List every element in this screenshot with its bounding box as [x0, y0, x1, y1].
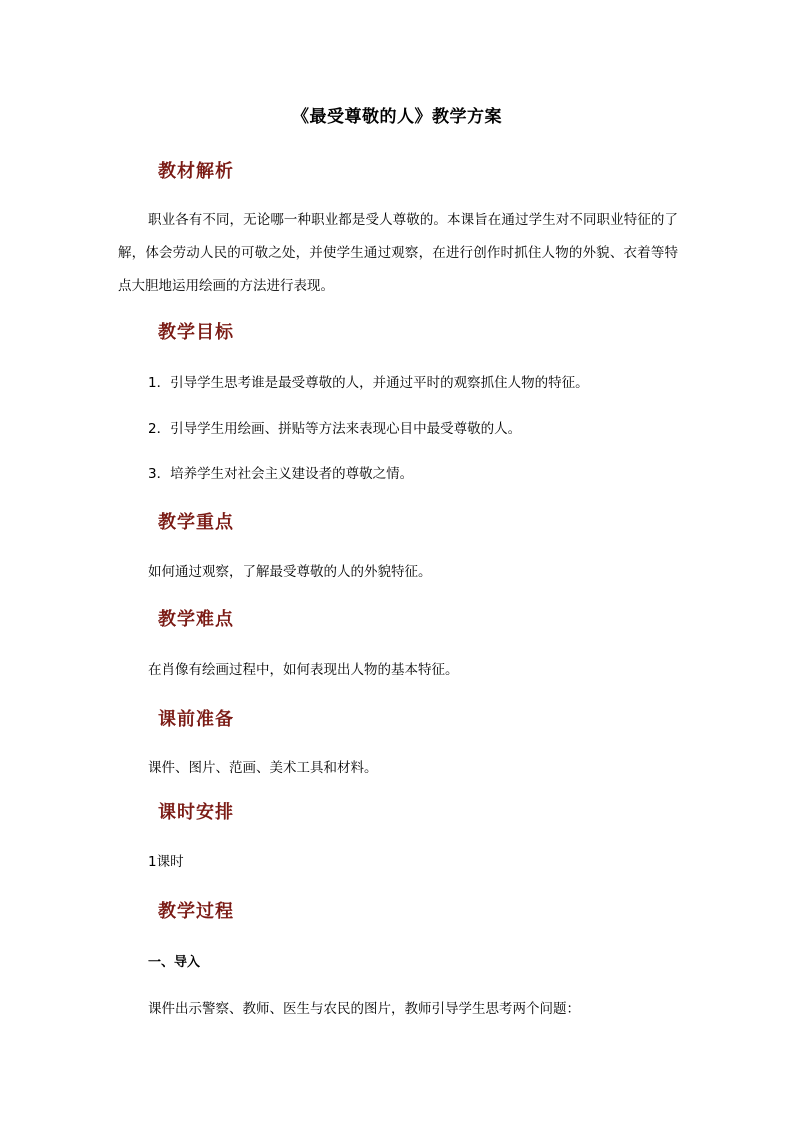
difficulties-text: 在肖像有绘画过程中，如何表现出人物的基本特征。 [148, 662, 459, 678]
section-heading-teaching-goals: 教学目标 [158, 322, 234, 343]
textbook-analysis-paragraph: 职业各有不同，无论哪一种职业都是受人尊敬的。本课旨在通过学生对不同职业特征的了解，体会劳动人民的可敬之处，并使学生通过观察，在进行创作时抓住人物的外貌、衣着等特点大胆地运用绘画的方法进行表现。 [118, 212, 678, 294]
section-heading-textbook-analysis: 教材解析 [158, 161, 234, 182]
process-introduction-text: 课件出示警察、教师、医生与农民的图片，教师引导学生思考两个问题： [148, 1001, 580, 1017]
section-heading-difficulties: 教学难点 [158, 609, 234, 630]
section-heading-preparation: 课前准备 [158, 709, 234, 730]
goal-item-3: 3．培养学生对社会主义建设者的尊敬之情。 [148, 466, 414, 482]
process-subheading-introduction: 一、导入 [148, 955, 201, 970]
preparation-text: 课件、图片、范画、美术工具和材料。 [148, 760, 378, 776]
goal-item-1: 1．引导学生思考谁是最受尊敬的人，并通过平时的观察抓住人物的特征。 [148, 375, 589, 391]
schedule-text: 1课时 [148, 854, 184, 870]
goal-item-2: 2．引导学生用绘画、拼贴等方法来表现心目中最受尊敬的人。 [148, 421, 522, 437]
document-title: 《最受尊敬的人》教学方案 [292, 107, 502, 127]
key-points-text: 如何通过观察，了解最受尊敬的人的外貌特征。 [148, 564, 432, 580]
section-heading-schedule: 课时安排 [158, 802, 234, 823]
section-heading-teaching-process: 教学过程 [158, 901, 234, 922]
section-heading-key-points: 教学重点 [158, 512, 234, 533]
